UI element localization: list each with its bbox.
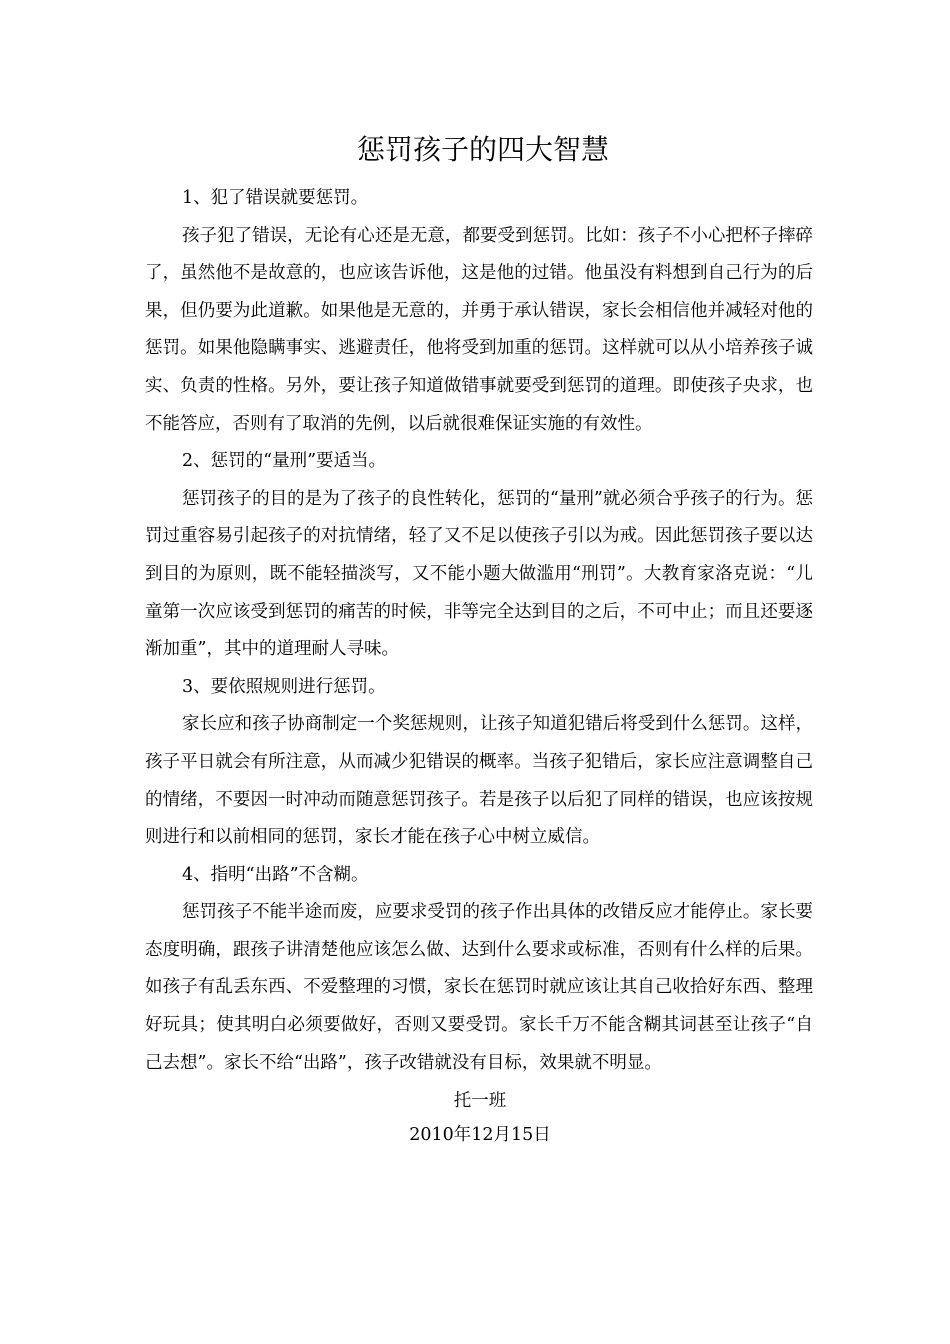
section-1-heading: 1、犯了错误就要惩罚。 [182,188,369,208]
section-3-body: 家长应和孩子协商制定一个奖惩规则，让孩子知道犯错后将受到什么惩罚。这样，孩子平日就会有所注意，从而减少犯错误的概率。当孩子犯错后，家长应注意调整自己的情绪，不要因一时冲动而随意惩罚孩子。若是孩子以后犯了同样的错误，也应该按规则进行和以前相同的惩罚，家长才能在孩子心中树立威信。 [145,714,813,848]
section-2-heading: 2、惩罚的“量刑”要适当。 [182,451,387,472]
section-2-body: 惩罚孩子的目的是为了孩子的良性转化，惩罚的“量刑”就必须合乎孩子的行为。惩罚过重容易引起孩子的对抗情绪，轻了又不足以使孩子引以为戒。因此惩罚孩子要以达到目的为原则，既不能轻描淡写，又不能小题大做滥用“刑罚”。大教育家洛克说：“儿童第一次应该受到惩罚的痛苦的时候，非等完全达到目的之后，不可中止；而且还要逐渐加重”，其中的道理耐人寻味。 [145,488,813,660]
section-3-heading: 3、要依照规则进行惩罚。 [182,676,386,697]
document-title: 惩罚孩子的四大智慧 [356,133,609,166]
section-4-heading: 4、指明“出路”不含糊。 [182,864,369,885]
signature-author: 托一班 [453,1091,507,1112]
document-page [145,128,813,1152]
section-4-body: 惩罚孩子不能半途而废，应要求受罚的孩子作出具体的改错反应才能停止。家长要态度明确，跟孩子讲清楚他应该怎么做、达到什么要求或标准，否则有什么样的后果。如孩子有乱丢东西、不爱整理的习惯，家长在惩罚时就应该让其自己收拾好东西、整理好玩具；使其明白必须要做好，否则又要受罚。家长千万不能含糊其词甚至让孩子“自己去想”。家长不给“出路”，孩子改错就没有目标，效果就不明显。 [145,902,813,1073]
section-1-body: 孩子犯了错误，无论有心还是无意，都要受到惩罚。比如：孩子不小心把杯子摔碎了，虽然他不是故意的，也应该告诉他，这是他的过错。他虽没有料想到自己行为的后果，但仍要为此道歉。如果他是无意的，并勇于承认错误，家长会相信他并减轻对他的惩罚。如果他隐瞒事实、逃避责任，他将受到加重的惩罚。这样就可以从小培养孩子诚实、负责的性格。另外，要让孩子知道做错事就要受到惩罚的道理。即使孩子央求，也不能答应，否则有了取消的先例，以后就很难保证实施的有效性。 [145,225,813,434]
signature-date: 2010年12月15日 [409,1125,551,1146]
